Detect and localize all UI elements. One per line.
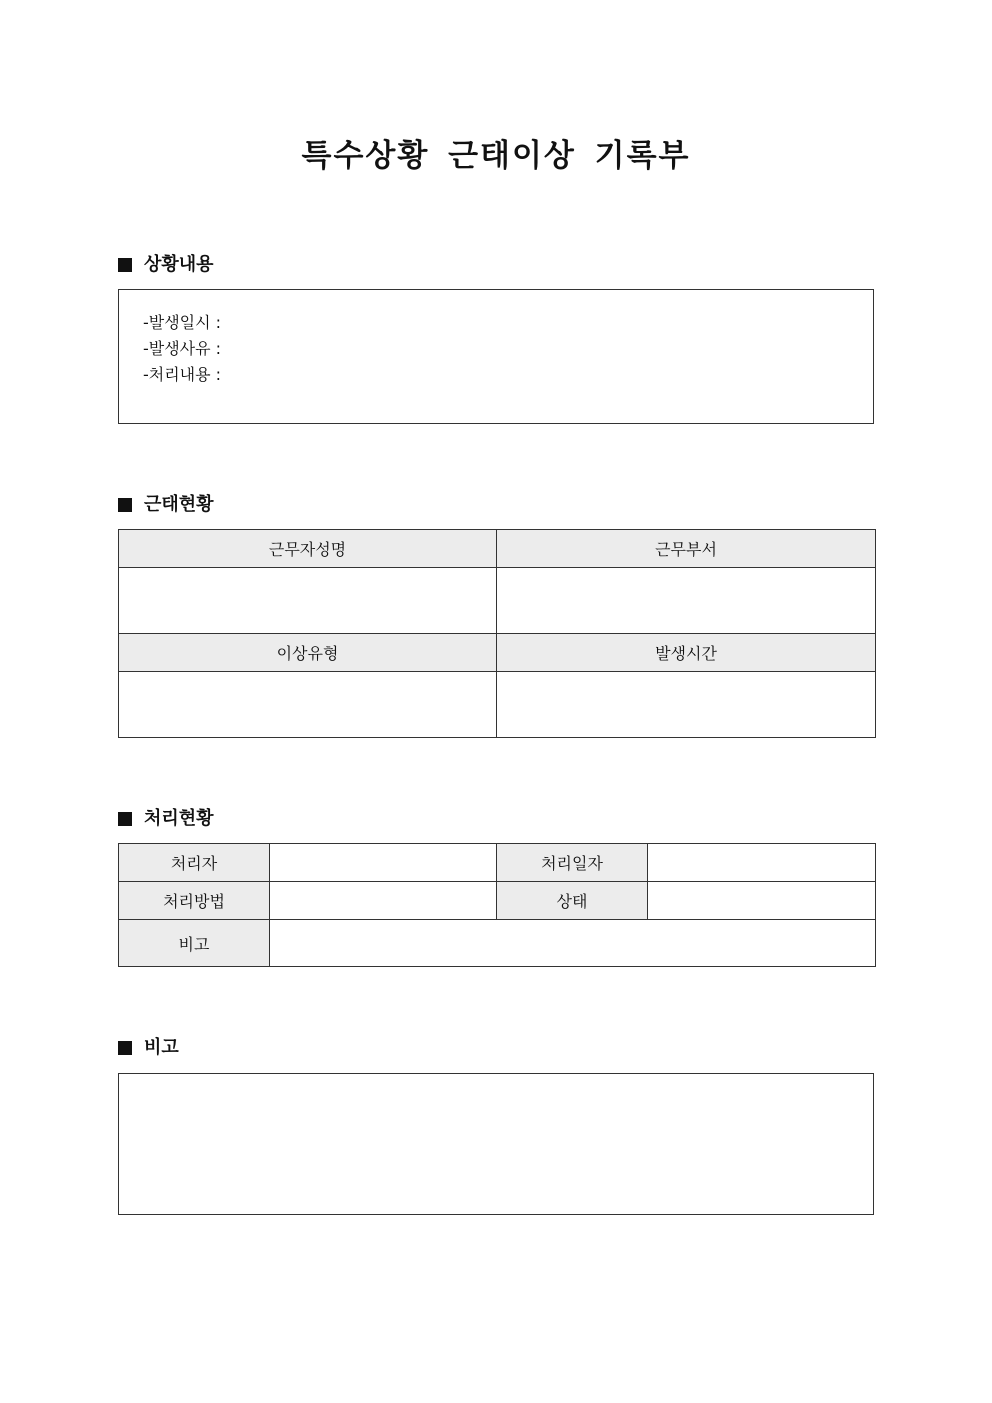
anomaly-type-cell[interactable] — [119, 672, 497, 738]
attendance-table — [118, 529, 876, 738]
anomaly-type-header: 이상유형 — [119, 634, 497, 672]
handling-details-line: -처리내용 : — [143, 365, 222, 384]
work-department-cell[interactable] — [497, 568, 876, 634]
section-heading-label: 근태현황 — [144, 494, 214, 515]
handler-cell[interactable] — [270, 844, 497, 882]
handling-method-cell[interactable] — [270, 882, 497, 920]
note-label: 비고 — [119, 920, 270, 967]
page-title: 특수상황 근태이상 기록부 — [301, 138, 691, 174]
work-department-header: 근무부서 — [497, 530, 876, 568]
processing-table — [118, 843, 876, 967]
occurrence-datetime-line: -발생일시 : — [143, 313, 222, 332]
table-row — [119, 672, 876, 738]
table-row — [119, 920, 876, 967]
section-heading-attendance — [118, 493, 214, 517]
table-row — [119, 882, 876, 920]
table-row — [119, 530, 876, 568]
square-bullet-icon — [118, 258, 132, 272]
section-heading-remarks — [118, 1036, 179, 1060]
occurrence-time-header: 발생시간 — [497, 634, 876, 672]
section-heading-processing — [118, 807, 214, 831]
note-cell[interactable] — [270, 920, 876, 967]
handler-label: 처리자 — [119, 844, 270, 882]
status-label: 상태 — [497, 882, 648, 920]
table-row — [119, 634, 876, 672]
situation-lines — [119, 290, 873, 388]
worker-name-cell[interactable] — [119, 568, 497, 634]
square-bullet-icon — [118, 498, 132, 512]
table-row — [119, 568, 876, 634]
handling-date-label: 처리일자 — [497, 844, 648, 882]
table-row — [119, 844, 876, 882]
square-bullet-icon — [118, 1041, 132, 1055]
status-cell[interactable] — [648, 882, 876, 920]
section-heading-situation — [118, 253, 214, 277]
section-heading-label: 처리현황 — [144, 808, 214, 829]
square-bullet-icon — [118, 812, 132, 826]
occurrence-time-cell[interactable] — [497, 672, 876, 738]
section-heading-label: 비고 — [144, 1037, 179, 1058]
worker-name-header: 근무자성명 — [119, 530, 497, 568]
handling-method-label: 처리방법 — [119, 882, 270, 920]
remarks-box[interactable] — [118, 1073, 874, 1215]
situation-box[interactable] — [118, 289, 874, 424]
handling-date-cell[interactable] — [648, 844, 876, 882]
section-heading-label: 상황내용 — [144, 254, 214, 275]
occurrence-reason-line: -발생사유 : — [143, 339, 222, 358]
